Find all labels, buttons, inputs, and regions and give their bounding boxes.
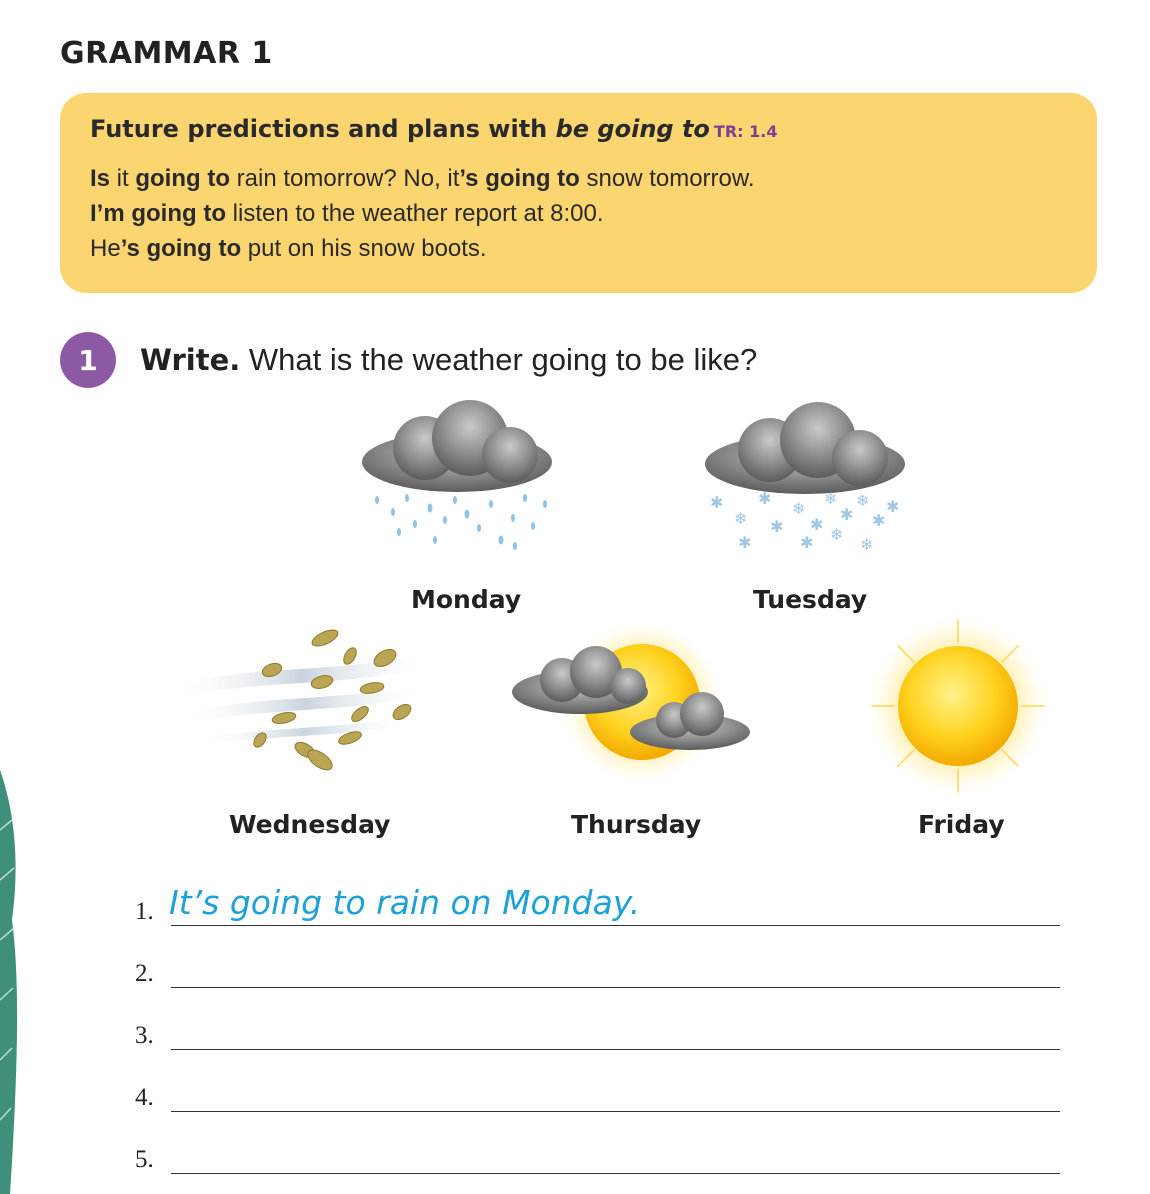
svg-text:✱: ✱	[738, 533, 752, 552]
track-code: TR: 1.4	[713, 122, 778, 141]
activity-header	[60, 332, 757, 388]
answer-number: 3.	[135, 1022, 154, 1049]
day-label-monday: Monday	[411, 585, 522, 614]
svg-text:✱: ✱	[810, 515, 824, 534]
day-label-wednesday: Wednesday	[229, 810, 391, 839]
page-title: GRAMMAR 1	[60, 36, 273, 71]
example-text: it	[110, 165, 136, 192]
example-bold-phrase: ’s going to	[120, 235, 242, 262]
day-label-tuesday: Tuesday	[753, 585, 868, 614]
partly-cloudy-icon	[510, 620, 755, 790]
example-text: put on his snow boots.	[241, 235, 487, 262]
svg-text:✱: ✱	[872, 511, 886, 530]
answer-text: It’s going to rain on Monday.	[169, 883, 641, 922]
instruction-verb: Write.	[140, 343, 241, 377]
example-bold-phrase: ’s going to	[459, 165, 580, 192]
example-text: rain tomorrow? No, it	[230, 165, 460, 192]
answer-number: 2.	[135, 960, 154, 987]
answer-row-1	[135, 883, 1060, 926]
example-text: snow tomorrow.	[579, 165, 755, 192]
svg-text:✱: ✱	[886, 497, 900, 516]
example-text: He	[90, 235, 121, 262]
grammar-heading-text: Future predictions and plans with	[90, 115, 556, 143]
instruction-question: What is the weather going to be like?	[240, 342, 758, 377]
grammar-heading	[90, 115, 1067, 143]
answer-line[interactable]	[171, 925, 1060, 926]
example-text: listen to the weather report at 8:00.	[225, 200, 604, 227]
activity-instruction	[140, 342, 757, 378]
grammar-example-line	[90, 196, 1067, 231]
svg-text:❄: ❄	[856, 491, 870, 510]
day-label-friday: Friday	[918, 810, 1005, 839]
sun-icon	[858, 618, 1058, 798]
snow-icon	[700, 400, 915, 565]
activity-number-badge: 1	[60, 332, 116, 388]
rain-icon	[355, 400, 560, 560]
svg-text:✱: ✱	[800, 533, 814, 552]
grammar-box	[60, 93, 1097, 293]
answer-row-3	[135, 1010, 1060, 1050]
example-bold-phrase: going to	[135, 165, 230, 192]
example-bold-phrase: Is	[90, 165, 111, 192]
grammar-example-line	[90, 161, 1067, 196]
svg-text:✱: ✱	[758, 489, 772, 508]
svg-text:✱: ✱	[710, 493, 724, 512]
example-bold-phrase: I’m going to	[90, 200, 226, 227]
svg-text:❄: ❄	[734, 509, 748, 528]
svg-text:✱: ✱	[840, 505, 854, 524]
answer-line[interactable]	[171, 987, 1060, 988]
answer-number: 5.	[135, 1146, 154, 1173]
svg-text:❄: ❄	[830, 525, 844, 544]
svg-text:❄: ❄	[860, 535, 874, 554]
answer-row-5	[135, 1134, 1060, 1174]
svg-text:❄: ❄	[792, 499, 806, 518]
wind-icon	[180, 622, 430, 772]
svg-text:❄: ❄	[824, 489, 838, 508]
answer-line[interactable]	[171, 1173, 1060, 1174]
answer-line[interactable]	[171, 1049, 1060, 1050]
answer-number: 4.	[135, 1084, 154, 1111]
svg-text:✱: ✱	[770, 517, 784, 536]
grammar-example-line	[90, 231, 1067, 266]
answer-line[interactable]	[171, 1111, 1060, 1112]
answer-number: 1.	[135, 898, 154, 925]
answer-row-4	[135, 1072, 1060, 1112]
day-label-thursday: Thursday	[571, 810, 702, 839]
answer-row-2	[135, 948, 1060, 988]
leaf-decoration	[0, 770, 20, 1194]
grammar-examples	[90, 161, 1067, 266]
grammar-heading-emphasis: be going to	[555, 115, 710, 143]
